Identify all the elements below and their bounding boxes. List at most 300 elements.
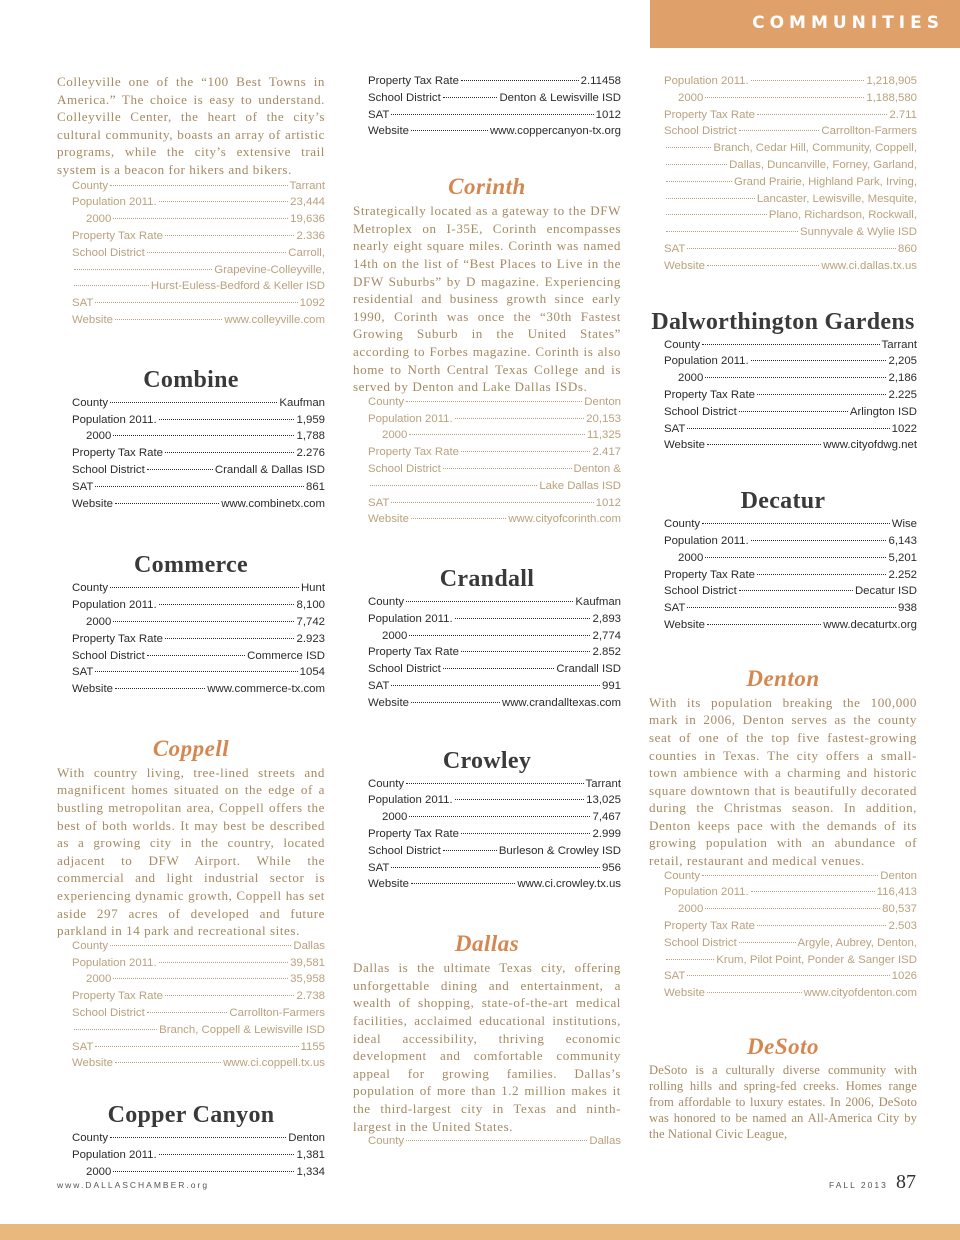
stat-label: SAT bbox=[72, 297, 94, 310]
stat-label: Property Tax Rate bbox=[72, 447, 163, 460]
stat-row bbox=[72, 447, 325, 464]
stat-label: School District bbox=[368, 663, 441, 676]
stat-value: 2.252 bbox=[888, 568, 917, 581]
stat-row bbox=[368, 396, 621, 413]
stat-value: Grand Prairie, Highland Park, Irving, bbox=[734, 175, 917, 188]
stat-value: 1155 bbox=[300, 1040, 325, 1053]
stat-label: 2000 bbox=[86, 1165, 112, 1178]
dot-leader bbox=[707, 444, 821, 445]
stat-row bbox=[72, 196, 325, 213]
footer-issue: FALL 2013 bbox=[829, 1180, 888, 1190]
stat-row bbox=[664, 602, 917, 619]
stat-label: Population 2011. bbox=[664, 75, 749, 87]
dot-leader bbox=[666, 198, 755, 199]
stat-row bbox=[664, 176, 917, 193]
stat-value: 2.276 bbox=[296, 447, 325, 460]
stat-label: Property Tax Rate bbox=[664, 108, 755, 121]
crowley-stats bbox=[368, 778, 621, 896]
stat-label: School District bbox=[72, 463, 145, 476]
stat-row bbox=[72, 1041, 325, 1058]
dot-leader bbox=[707, 992, 802, 993]
stat-label: Population 2011. bbox=[72, 1149, 157, 1161]
stat-value: 2.11458 bbox=[580, 75, 621, 87]
dot-leader bbox=[147, 469, 213, 470]
dot-leader bbox=[113, 218, 288, 219]
dot-leader bbox=[702, 875, 878, 876]
stat-row bbox=[664, 159, 917, 176]
bottom-accent-bar bbox=[0, 1224, 960, 1240]
dot-leader bbox=[406, 601, 573, 602]
stat-row bbox=[664, 209, 917, 226]
stat-row bbox=[72, 464, 325, 481]
dot-leader bbox=[705, 97, 864, 98]
dot-leader bbox=[443, 668, 555, 669]
stat-value: 1,381 bbox=[296, 1149, 325, 1161]
stat-row bbox=[664, 987, 917, 1004]
dot-leader bbox=[159, 201, 289, 202]
stat-label: County bbox=[72, 396, 109, 409]
stat-row bbox=[664, 569, 917, 586]
dallas-stats-continued bbox=[664, 75, 917, 277]
stat-row bbox=[664, 439, 917, 456]
stat-value: Denton bbox=[288, 1132, 325, 1145]
stat-row bbox=[72, 957, 325, 974]
copper-canyon-heading: Copper Canyon bbox=[107, 1102, 275, 1129]
stat-row bbox=[72, 414, 325, 431]
stat-label: Property Tax Rate bbox=[72, 990, 163, 1003]
stat-row bbox=[72, 940, 325, 957]
stat-row bbox=[72, 498, 325, 515]
stat-value: 1,334 bbox=[296, 1165, 325, 1178]
stat-row bbox=[664, 389, 917, 406]
dot-leader bbox=[74, 269, 212, 270]
stat-value: 20,153 bbox=[586, 412, 621, 425]
stat-value: 1,218,905 bbox=[866, 75, 917, 87]
dot-leader bbox=[461, 833, 591, 834]
stat-row bbox=[664, 243, 917, 260]
stat-value: 2,774 bbox=[592, 629, 621, 642]
denton-heading: Denton bbox=[746, 665, 820, 691]
dot-leader bbox=[113, 1171, 294, 1172]
stat-value: Kaufman bbox=[279, 396, 325, 409]
stat-value: Carrollton-Farmers bbox=[229, 1007, 325, 1020]
dot-leader bbox=[115, 319, 222, 320]
crowley-heading: Crowley bbox=[442, 747, 532, 774]
dot-leader bbox=[115, 688, 205, 689]
stat-value: Sunnyvale & Wylie ISD bbox=[799, 226, 917, 239]
stat-value: 39,581 bbox=[290, 956, 325, 969]
stat-label: County bbox=[368, 395, 405, 408]
dot-leader bbox=[757, 574, 887, 575]
dot-leader bbox=[409, 434, 585, 435]
stat-label: Property Tax Rate bbox=[72, 229, 163, 242]
stat-value: 2.923 bbox=[296, 632, 325, 645]
dot-leader bbox=[707, 624, 821, 625]
stat-row bbox=[72, 633, 325, 650]
stat-row bbox=[368, 663, 621, 680]
dot-leader bbox=[411, 130, 488, 131]
dot-leader bbox=[751, 891, 875, 892]
stat-value: Tarrant bbox=[585, 777, 621, 790]
stat-row bbox=[368, 613, 621, 630]
stat-label: Website bbox=[664, 439, 705, 452]
stat-value: Denton & Lewisville ISD bbox=[499, 91, 621, 104]
dot-leader bbox=[687, 428, 889, 429]
dot-leader bbox=[165, 452, 295, 453]
stat-label: School District bbox=[664, 936, 737, 949]
stat-value: www.combinetx.com bbox=[221, 497, 325, 510]
stat-value: Carroll, bbox=[288, 246, 325, 259]
stat-row bbox=[664, 226, 917, 243]
stat-label: SAT bbox=[664, 602, 686, 615]
stat-row bbox=[72, 973, 325, 990]
stat-value: 861 bbox=[305, 480, 325, 493]
dot-leader bbox=[751, 360, 887, 361]
stat-value: Denton & bbox=[573, 462, 621, 475]
stat-row bbox=[664, 406, 917, 423]
dot-leader bbox=[74, 285, 149, 286]
stat-value: 7,742 bbox=[296, 615, 325, 628]
dot-leader bbox=[115, 503, 219, 504]
stat-row bbox=[72, 1024, 325, 1041]
stat-label: 2000 bbox=[86, 615, 112, 628]
dot-leader bbox=[391, 502, 593, 503]
stat-value: www.cityofdenton.com bbox=[803, 987, 917, 1000]
stat-value: Argyle, Aubrey, Denton, bbox=[797, 936, 917, 949]
stat-row bbox=[368, 446, 621, 463]
stat-label: County bbox=[368, 777, 405, 790]
stat-value: www.colleyville.com bbox=[224, 313, 325, 326]
stat-label: County bbox=[664, 869, 701, 882]
dot-leader bbox=[406, 401, 582, 402]
stat-row bbox=[72, 180, 325, 197]
stat-value: 938 bbox=[897, 602, 917, 615]
stat-label: School District bbox=[72, 1007, 145, 1020]
stat-row bbox=[368, 497, 621, 514]
colleyville-stats bbox=[72, 180, 325, 331]
stat-label: Population 2011. bbox=[72, 599, 157, 612]
dot-leader bbox=[391, 867, 600, 868]
stat-row bbox=[368, 463, 621, 480]
stat-value: Kaufman bbox=[575, 596, 621, 609]
dot-leader bbox=[687, 607, 896, 608]
stat-row bbox=[72, 280, 325, 297]
dot-leader bbox=[95, 1046, 298, 1047]
dot-leader bbox=[409, 816, 590, 817]
dot-leader bbox=[666, 214, 767, 215]
stat-row bbox=[664, 355, 917, 372]
combine-stats bbox=[72, 397, 325, 515]
stat-row bbox=[72, 582, 325, 599]
dot-leader bbox=[409, 635, 590, 636]
stat-value: 991 bbox=[601, 680, 621, 693]
stat-label: County bbox=[72, 1132, 109, 1145]
stat-label: 2000 bbox=[86, 973, 112, 986]
stat-row bbox=[664, 125, 917, 142]
stat-value: 6,143 bbox=[888, 534, 917, 547]
commerce-stats bbox=[72, 582, 325, 700]
stat-row bbox=[368, 646, 621, 663]
stat-value: www.ci.dallas.tx.us bbox=[821, 259, 917, 272]
stat-label: SAT bbox=[368, 108, 390, 121]
dot-leader bbox=[147, 1012, 228, 1013]
stat-value: Arlington ISD bbox=[849, 405, 917, 418]
decatur-heading: Decatur bbox=[740, 488, 826, 515]
stat-row bbox=[368, 811, 621, 828]
stat-label: Population 2011. bbox=[664, 534, 749, 547]
dot-leader bbox=[370, 485, 537, 486]
stat-row bbox=[72, 481, 325, 498]
stat-label: Website bbox=[368, 696, 409, 709]
dot-leader bbox=[147, 655, 245, 656]
stat-label: 2000 bbox=[678, 551, 704, 564]
stat-label: Property Tax Rate bbox=[368, 828, 459, 841]
dot-leader bbox=[666, 231, 798, 232]
dot-leader bbox=[110, 587, 299, 588]
dalworthington-gardens-stats bbox=[664, 339, 917, 457]
corinth-heading: Corinth bbox=[448, 174, 526, 200]
dot-leader bbox=[707, 265, 819, 266]
footer-website: www.DALLASCHAMBER.org bbox=[57, 1180, 210, 1190]
stat-value: 8,100 bbox=[296, 599, 325, 612]
section-header-bar bbox=[650, 0, 960, 48]
denton-stats bbox=[664, 870, 917, 1004]
stat-row bbox=[368, 680, 621, 697]
dot-leader bbox=[702, 523, 890, 524]
dot-leader bbox=[95, 486, 304, 487]
stat-value: 116,413 bbox=[876, 886, 917, 899]
stat-label: Property Tax Rate bbox=[368, 75, 459, 87]
stat-row bbox=[664, 619, 917, 636]
dot-leader bbox=[461, 80, 579, 81]
stat-label: School District bbox=[72, 649, 145, 662]
stat-label: Property Tax Rate bbox=[368, 646, 459, 659]
copper-canyon-stats bbox=[72, 1132, 325, 1182]
dot-leader bbox=[411, 702, 500, 703]
corinth-description: Strategically located as a gateway to the DFW Metroplex on I-35E, Corinth encompasses nearly eight square miles. Corinth was named 14th on the list of “Best Places to Live in the DFW Suburbs” by D magazine. Experiencing residential and business growth since early 1990, Corinth was once the “30th Fastest Growing Suburb in the United States” according to Forbes magazine. Corinth is also home to North Central Texas College and is served by Denton and Lake Dallas ISDs. bbox=[353, 203, 621, 395]
dot-leader bbox=[147, 252, 286, 253]
stat-label: 2000 bbox=[382, 429, 408, 442]
stat-row bbox=[368, 413, 621, 430]
stat-row bbox=[72, 297, 325, 314]
stat-row bbox=[368, 480, 621, 497]
dot-leader bbox=[461, 651, 591, 652]
dot-leader bbox=[165, 995, 295, 996]
stat-value: 11,325 bbox=[587, 429, 621, 442]
denton-description: With its population breaking the 100,000 mark in 2006, Denton serves as the county seat of one of the top five fastest-growing counties in Texas. The city offers a small-town ambience with a charming and historic square downtown that is beautifully decorated during the Christmas season. In addition, Denton keeps pace with the demands of its growing population with an abundance of retail, restaurant and medical venues. bbox=[649, 694, 917, 869]
stat-label: Website bbox=[72, 683, 113, 696]
dot-leader bbox=[165, 638, 295, 639]
stat-label: Population 2011. bbox=[664, 355, 749, 368]
stat-row bbox=[368, 109, 621, 126]
stat-row bbox=[664, 552, 917, 569]
dot-leader bbox=[95, 671, 297, 672]
stat-label: Population 2011. bbox=[72, 413, 157, 426]
dot-leader bbox=[406, 783, 583, 784]
combine-heading: Combine bbox=[143, 366, 239, 393]
stat-row bbox=[664, 193, 917, 210]
stat-row bbox=[72, 1057, 325, 1074]
stat-row bbox=[368, 630, 621, 647]
stat-value: 2,186 bbox=[888, 372, 917, 385]
dot-leader bbox=[159, 962, 289, 963]
dot-leader bbox=[455, 618, 591, 619]
stat-label: 2000 bbox=[86, 213, 112, 226]
stat-value: 2.711 bbox=[889, 108, 917, 121]
stat-label: Population 2011. bbox=[368, 794, 453, 807]
column-3 bbox=[649, 75, 917, 1142]
stat-value: 2.852 bbox=[592, 646, 621, 659]
page-number: 87 bbox=[896, 1171, 916, 1193]
stat-row bbox=[664, 937, 917, 954]
stat-row bbox=[368, 845, 621, 862]
stat-label: Property Tax Rate bbox=[368, 446, 459, 459]
stat-row bbox=[72, 314, 325, 331]
stat-row bbox=[72, 397, 325, 414]
stat-value: Decatur ISD bbox=[854, 585, 917, 598]
stat-label: Property Tax Rate bbox=[664, 388, 755, 401]
stat-value: Krum, Pilot Point, Ponder & Sanger ISD bbox=[716, 953, 917, 966]
stat-row bbox=[72, 247, 325, 264]
stat-label: Property Tax Rate bbox=[664, 920, 755, 933]
stat-label: SAT bbox=[664, 970, 686, 983]
stat-value: 1012 bbox=[595, 496, 621, 509]
stat-value: 2.503 bbox=[888, 920, 917, 933]
stat-label: County bbox=[664, 518, 701, 531]
stat-row bbox=[72, 650, 325, 667]
stat-label: Website bbox=[664, 618, 705, 631]
stat-value: 1026 bbox=[891, 970, 917, 983]
stat-value: 1022 bbox=[891, 422, 917, 435]
stat-label: Population 2011. bbox=[72, 196, 157, 209]
dalworthington-gardens-heading: Dalworthington Gardens bbox=[651, 308, 915, 335]
stat-label: Property Tax Rate bbox=[664, 568, 755, 581]
stat-label: Website bbox=[368, 125, 409, 138]
stat-label: School District bbox=[664, 585, 737, 598]
stat-label: Property Tax Rate bbox=[72, 632, 163, 645]
stat-row bbox=[368, 697, 621, 714]
stat-label: Website bbox=[72, 497, 113, 510]
stat-value: Grapevine-Colleyville, bbox=[214, 263, 325, 276]
stat-row bbox=[664, 142, 917, 159]
stat-label: 2000 bbox=[86, 430, 112, 443]
stat-value: 2,893 bbox=[592, 612, 621, 625]
stat-label: SAT bbox=[72, 480, 94, 493]
coppell-heading: Coppell bbox=[152, 735, 230, 761]
stat-value: Branch, Coppell & Lewisville ISD bbox=[159, 1023, 325, 1036]
stat-row bbox=[664, 920, 917, 937]
stat-value: Dallas, Duncanville, Forney, Garland, bbox=[729, 158, 917, 171]
stat-value: 13,025 bbox=[586, 794, 621, 807]
stat-row bbox=[72, 430, 325, 447]
stat-label: Population 2011. bbox=[664, 886, 749, 899]
stat-value: www.cityofcorinth.com bbox=[508, 513, 621, 526]
coppell-stats bbox=[72, 940, 325, 1074]
stat-value: Commerce ISD bbox=[247, 649, 325, 662]
stat-value: 2.417 bbox=[592, 446, 621, 459]
stat-value: 23,444 bbox=[290, 196, 325, 209]
dot-leader bbox=[751, 540, 887, 541]
stat-row bbox=[368, 828, 621, 845]
stat-row bbox=[72, 616, 325, 633]
dot-leader bbox=[666, 147, 711, 148]
stat-value: www.ci.coppell.tx.us bbox=[223, 1057, 325, 1070]
dot-leader bbox=[705, 908, 880, 909]
stat-row bbox=[664, 535, 917, 552]
stat-label: County bbox=[72, 939, 109, 952]
stat-value: Crandall ISD bbox=[556, 663, 621, 676]
stat-label: SAT bbox=[368, 680, 390, 693]
stat-value: Tarrant bbox=[289, 179, 325, 192]
dot-leader bbox=[406, 1140, 587, 1141]
stat-row bbox=[664, 870, 917, 887]
stat-row bbox=[664, 518, 917, 535]
stat-value: www.coppercanyon-tx.org bbox=[489, 125, 621, 138]
stat-row bbox=[664, 970, 917, 987]
stat-row bbox=[72, 213, 325, 230]
stat-value: www.cityofdwg.net bbox=[823, 439, 917, 452]
dot-leader bbox=[739, 130, 820, 131]
stat-value: Dallas bbox=[293, 939, 325, 952]
stat-label: 2000 bbox=[382, 811, 408, 824]
stat-row bbox=[368, 794, 621, 811]
dot-leader bbox=[113, 978, 288, 979]
stat-row bbox=[368, 92, 621, 109]
stat-row bbox=[72, 1132, 325, 1149]
stat-row bbox=[368, 125, 621, 142]
stat-label: Population 2011. bbox=[368, 412, 453, 425]
dot-leader bbox=[165, 235, 295, 236]
stat-row bbox=[664, 886, 917, 903]
dot-leader bbox=[461, 451, 591, 452]
corinth-stats bbox=[368, 396, 621, 530]
stat-label: School District bbox=[368, 462, 441, 475]
stat-label: School District bbox=[664, 405, 737, 418]
stat-row bbox=[368, 862, 621, 879]
stat-value: 2.225 bbox=[888, 388, 917, 401]
stat-label: SAT bbox=[664, 242, 686, 255]
stat-value: Dallas bbox=[589, 1135, 621, 1148]
dot-leader bbox=[739, 942, 796, 943]
stat-label: County bbox=[664, 338, 701, 351]
crandall-stats bbox=[368, 596, 621, 714]
stat-value: 956 bbox=[601, 861, 621, 874]
stat-row bbox=[368, 878, 621, 895]
stat-value: 1,188,580 bbox=[866, 91, 917, 104]
section-title: COMMUNITIES bbox=[752, 13, 944, 33]
stat-row bbox=[368, 596, 621, 613]
stat-row bbox=[72, 666, 325, 683]
dot-leader bbox=[455, 418, 585, 419]
stat-value: www.decaturtx.org bbox=[823, 618, 917, 631]
stat-label: SAT bbox=[368, 861, 390, 874]
stat-value: 1,788 bbox=[296, 430, 325, 443]
stat-row bbox=[368, 429, 621, 446]
dot-leader bbox=[115, 1062, 221, 1063]
stat-value: Denton bbox=[880, 869, 917, 882]
stat-value: Carrollton-Farmers bbox=[821, 125, 917, 138]
stat-row bbox=[664, 585, 917, 602]
dot-leader bbox=[739, 411, 848, 412]
stat-value: Crandall & Dallas ISD bbox=[214, 463, 325, 476]
stat-row bbox=[664, 903, 917, 920]
column-1 bbox=[57, 73, 325, 1183]
stat-row bbox=[72, 230, 325, 247]
dot-leader bbox=[159, 419, 295, 420]
dot-leader bbox=[443, 850, 497, 851]
stat-label: Website bbox=[72, 1057, 113, 1070]
dallas-stats bbox=[368, 1135, 621, 1152]
